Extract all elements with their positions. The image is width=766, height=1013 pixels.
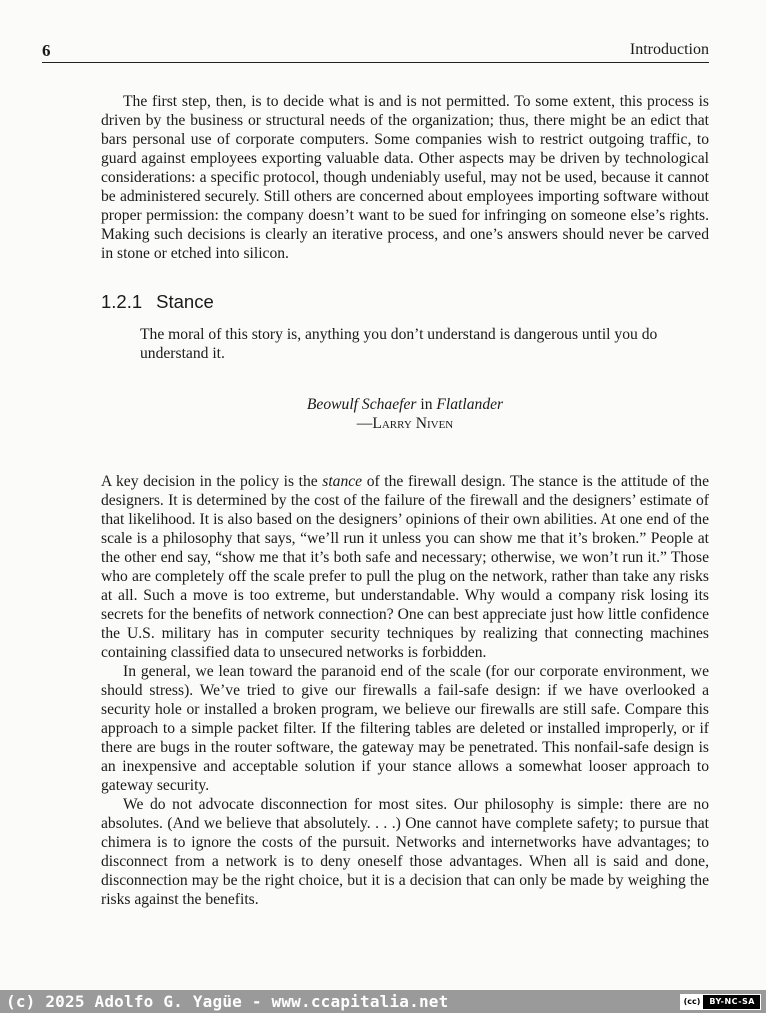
watermark-footer <box>0 990 766 1013</box>
epigraph-dash: — <box>356 415 373 432</box>
section-number: 1.2.1 <box>101 291 143 312</box>
body-block-intro <box>101 92 709 263</box>
running-header <box>42 40 709 63</box>
paragraph-key-decision-start: A key decision in the policy is the <box>101 473 323 490</box>
paragraph-key-decision-rest: of the firewall design. The stance is the attitude of the designers. It is determined by the cost of the failure of the firewall and the designers’ estimate of that likelihood. It is also based on the designers’ opinions of their own abilities. At one end of the scale is a philosophy that says, “we’ll run it unless you can show me that it’s broken.” People at the other end say, “show me that it’s both safe and necessary; otherwise, we won’t run it.” Those who are completely off the scale prefer to pull the plug on the network, rather than take any risks at all. Such a move is too extreme, but understandable. Why would a company risk losing its secrets for the benefits of network connection? One can best appreciate just how little confidence the U.S. military has in computer security techniques by realizing that connecting machines containing classified data to unsecured networks is forbidden. <box>101 473 709 661</box>
stance-emphasis: stance <box>322 473 363 490</box>
page-number: 6 <box>42 41 51 60</box>
license-terms: BY-NC-SA <box>709 997 755 1006</box>
epigraph-author-line <box>140 414 670 433</box>
epigraph-attribution <box>140 395 670 433</box>
section-heading <box>101 291 214 313</box>
cc-icon: (cc) <box>681 995 705 1009</box>
section-title: Stance <box>156 291 214 312</box>
paragraph-key-decision <box>101 472 709 662</box>
epigraph-quote: The moral of this story is, anything you don’t understand is dangerous until you do understand it. <box>140 326 658 362</box>
epigraph-character: Beowulf Schaefer <box>306 396 417 413</box>
epigraph-author: Larry Niven <box>372 415 454 432</box>
watermark-text: (c) 2025 Adolfo G. Yagüe - www.ccapitalia.net <box>6 992 449 1011</box>
epigraph-work: Flatlander <box>436 396 504 413</box>
epigraph-in-word: in <box>420 396 433 413</box>
body-block-stance <box>101 472 709 909</box>
epigraph-source <box>140 395 670 414</box>
paragraph-disconnection: We do not advocate disconnection for most sites. Our philosophy is simple: there are no absolutes. (And we believe that absolutely. . . .) One cannot have complete safety; to pursue that chimera is to ignore the costs of the pursuit. Networks and internetworks have advantages; to disconnect from a network is to deny oneself those advantages. When all is said and done, disconnection may be the right choice, but it is a decision that can only be made by weighing the risks against the benefits. <box>101 796 709 908</box>
running-title: Introduction <box>629 41 709 58</box>
paragraph-paranoid: In general, we lean toward the paranoid end of the scale (for our corporate environment, we should stress). We’ve tried to give our firewalls a fail-safe design: if we have overlooked a security hole or installed a broken program, we believe our firewalls are still safe. Compare this approach to a simple packet filter. If the filtering tables are deleted or installed improperly, or if there are bugs in the router software, the gateway may be penetrated. This nonfail-safe design is an inexpensive and acceptable solution if your stance allows a somewhat looser approach to gateway security. <box>101 663 709 794</box>
cc-license-badge <box>680 994 761 1010</box>
paragraph-permitted: The first step, then, is to decide what is and is not permitted. To some extent, this process is driven by the business or structural needs of the organization; thus, there might be an edict that bars personal use of corporate computers. Some companies wish to restrict outgoing traffic, to guard against employees exporting valuable data. Other aspects may be driven by technological considerations: a specific protocol, though undeniably useful, may not be used, because it cannot be administered securely. Still others are concerned about employees importing software without proper permission: the company doesn’t want to be sued for infringing on someone else’s rights. Making such decisions is clearly an iterative process, and one’s answers should never be carved in stone or etched into silicon. <box>101 93 709 262</box>
